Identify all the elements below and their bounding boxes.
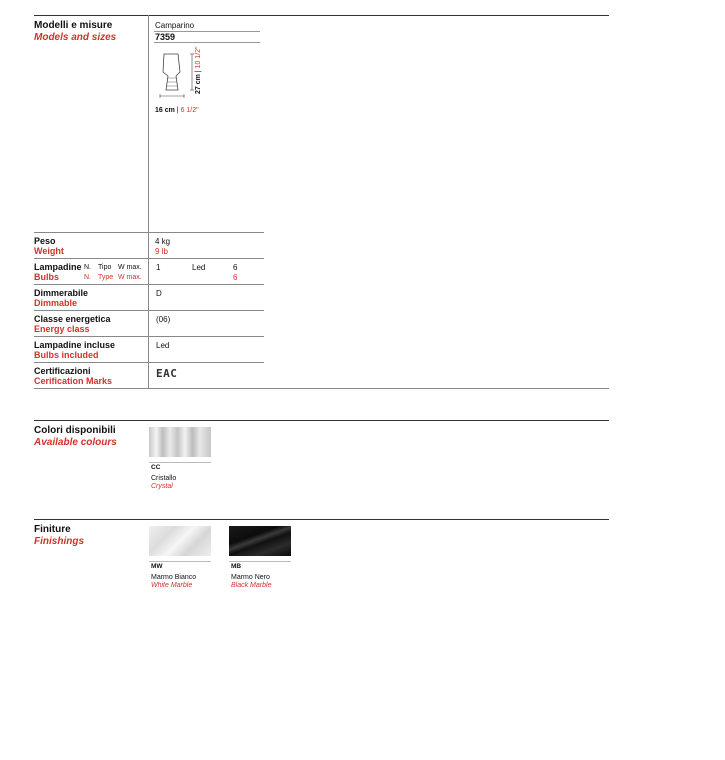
product-code: 7359: [155, 32, 176, 42]
bulbs-included-value: Led: [156, 341, 170, 350]
cert-label-en: Cerification Marks: [34, 376, 113, 386]
white-marble-swatch: [149, 526, 211, 556]
black-marble-name-en: Black Marble: [231, 582, 272, 589]
weight-value-en: 9 lb: [155, 247, 168, 256]
height-in: 10 1/2": [195, 46, 202, 69]
specs-rule-2: [34, 258, 264, 259]
crystal-name-en: Crystal: [151, 483, 173, 490]
dimmable-label-en: Dimmable: [34, 298, 78, 308]
bulbs-included-label-en: Bulbs included: [34, 350, 99, 360]
colours-top-rule: [34, 420, 609, 421]
dimmable-label-it: Dimmerabile: [34, 288, 89, 298]
lamp-diagram-icon: [158, 50, 218, 110]
bulbs-col-n-en: N.: [84, 274, 91, 281]
specs-rule-4: [34, 310, 264, 311]
bulbs-watt: 6: [233, 263, 238, 272]
bulbs-type: Led: [192, 263, 206, 272]
specs-rule-3: [34, 284, 264, 285]
bulbs-col-type-en: Type: [98, 274, 114, 281]
bulbs-count: 1: [156, 263, 161, 272]
eac-mark-icon: EAC: [156, 367, 178, 380]
weight-label-en: Weight: [34, 246, 64, 256]
height-cm: 27 cm: [195, 74, 202, 94]
energy-label-en: Energy class: [34, 324, 90, 334]
bulbs-included-label-it: Lampadine incluse: [34, 340, 116, 350]
section-1-bottom-rule: [34, 388, 609, 389]
column-divider: [148, 15, 149, 388]
models-title-en: Models and sizes: [34, 32, 117, 43]
width-dimension: 16 cm | 6 1/2": [155, 107, 199, 114]
black-marble-name-it: Marmo Nero: [231, 574, 270, 581]
width-in: 6 1/2": [180, 107, 199, 114]
bulbs-label-en: Bulbs: [34, 272, 60, 282]
product-code-rule: [154, 42, 260, 43]
cert-label-it: Certificazioni: [34, 366, 91, 376]
models-title-it: Modelli e misure: [34, 20, 113, 31]
bulbs-col-tipo-it: Tipo: [98, 264, 112, 271]
height-dimension: 27 cm | 10 1/2": [195, 46, 202, 94]
width-cm: 16 cm: [155, 107, 175, 114]
crystal-name-it: Cristallo: [151, 475, 177, 482]
specs-rule-1: [34, 232, 264, 233]
bulbs-col-w-it: W max.: [118, 264, 142, 271]
white-marble-name-it: Marmo Bianco: [151, 574, 197, 581]
crystal-swatch: [149, 427, 211, 457]
product-name: Camparino: [155, 21, 195, 30]
energy-value: (06): [156, 315, 171, 324]
black-marble-code: MB: [231, 563, 242, 570]
bulbs-label-it: Lampadine: [34, 262, 82, 272]
finishings-title-it: Finiture: [34, 524, 71, 535]
bulbs-col-w-en: W max.: [118, 274, 142, 281]
white-marble-name-en: White Marble: [151, 582, 193, 589]
specs-rule-5: [34, 336, 264, 337]
colours-title-it: Colori disponibili: [34, 425, 116, 436]
top-rule: [34, 15, 609, 16]
bulbs-col-n-it: N.: [84, 264, 91, 271]
energy-label-it: Classe energetica: [34, 314, 111, 324]
specs-rule-6: [34, 362, 264, 363]
crystal-rule: [149, 462, 211, 463]
dimmable-value: D: [156, 289, 162, 298]
weight-value: 4 kg: [155, 237, 171, 246]
crystal-code: CC: [151, 464, 161, 471]
finishings-top-rule: [34, 519, 609, 520]
black-marble-rule: [229, 561, 291, 562]
black-marble-swatch: [229, 526, 291, 556]
finishings-title-en: Finishings: [34, 536, 84, 547]
colours-title-en: Available colours: [34, 437, 117, 448]
weight-label-it: Peso: [34, 236, 56, 246]
white-marble-code: MW: [151, 563, 163, 570]
bulbs-watt-en: 6: [233, 273, 238, 282]
white-marble-rule: [149, 561, 211, 562]
